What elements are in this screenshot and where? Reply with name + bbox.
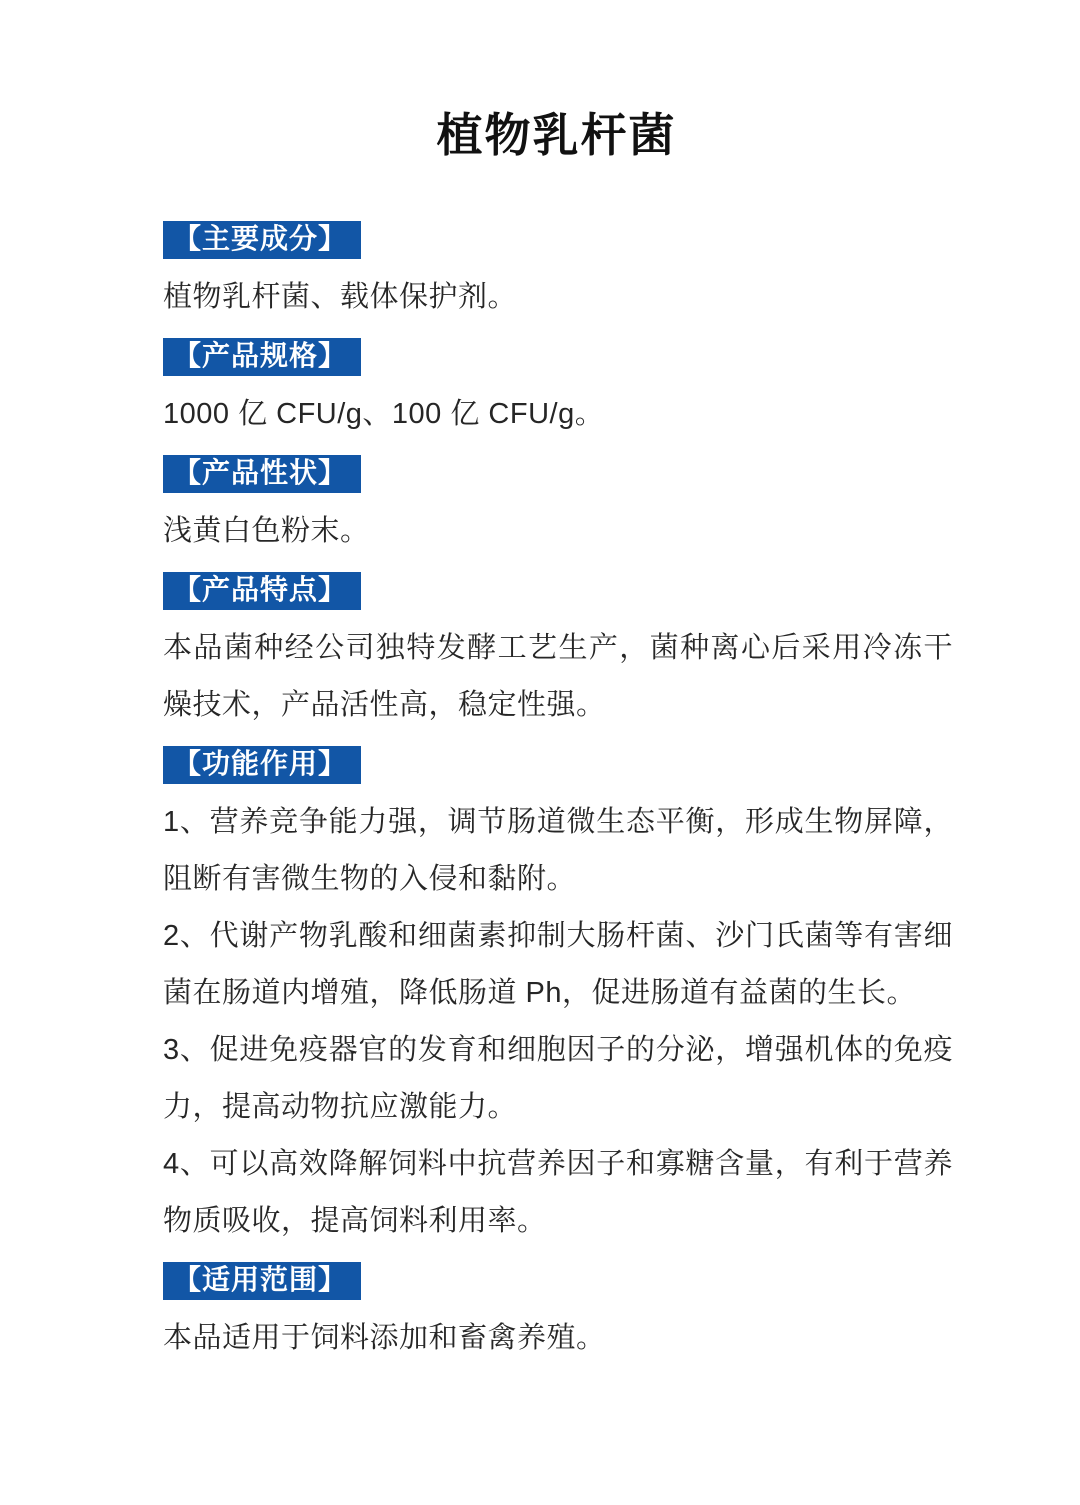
section-heading: 【适用范围】 bbox=[163, 1262, 361, 1300]
document-section bbox=[163, 209, 953, 326]
document-section bbox=[163, 1250, 953, 1367]
section-paragraph: 植物乳杆菌、载体保护剂。 bbox=[163, 281, 518, 314]
section-heading: 【主要成分】 bbox=[163, 221, 361, 259]
document-section bbox=[163, 326, 953, 443]
section-paragraph: 本品适用于饲料添加和畜禽养殖。 bbox=[163, 1322, 606, 1355]
section-paragraph: 浅黄白色粉末。 bbox=[163, 515, 370, 548]
sections-container bbox=[163, 209, 953, 1367]
section-paragraph: 4、可以高效降解饲料中抗营养因子和寡糖含量，有利于营养物质吸收，提高饲料利用率。 bbox=[163, 1148, 953, 1238]
section-paragraph: 1、营养竞争能力强，调节肠道微生态平衡，形成生物屏障，阻断有害微生物的入侵和黏附。 bbox=[163, 806, 953, 896]
section-paragraph: 1000 亿 CFU/g、100 亿 CFU/g。 bbox=[163, 398, 605, 431]
document-section bbox=[163, 560, 953, 734]
document-section bbox=[163, 734, 953, 1250]
section-paragraph: 本品菌种经公司独特发酵工艺生产，菌种离心后采用冷冻干燥技术，产品活性高，稳定性强。 bbox=[163, 632, 953, 722]
section-paragraph: 3、促进免疫器官的发育和细胞因子的分泌，增强机体的免疫力，提高动物抗应激能力。 bbox=[163, 1034, 953, 1124]
section-heading: 【产品性状】 bbox=[163, 455, 361, 493]
section-heading: 【产品规格】 bbox=[163, 338, 361, 376]
section-heading: 【功能作用】 bbox=[163, 746, 361, 784]
section-heading: 【产品特点】 bbox=[163, 572, 361, 610]
section-paragraph: 2、代谢产物乳酸和细菌素抑制大肠杆菌、沙门氏菌等有害细菌在肠道内增殖，降低肠道 Ph，促进肠道有益菌的生长。 bbox=[163, 920, 953, 1010]
document-section bbox=[163, 443, 953, 560]
page-title: 植物乳杆菌 bbox=[436, 108, 677, 162]
